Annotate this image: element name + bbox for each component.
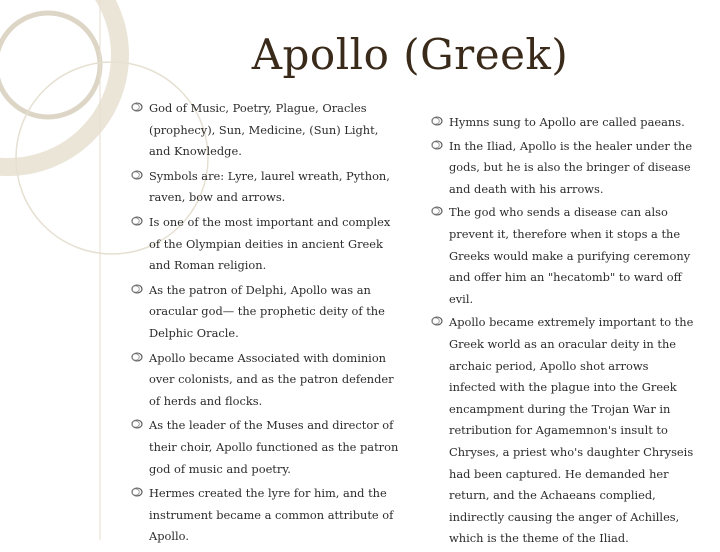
list-item-text: Apollo became Associated with dominion over colonists, and as the patron defender of herds and flocks. [149, 350, 394, 408]
list-item-text: The god who sends a disease can also prevent it, therefore when it stops a the Greeks would make a purifying ceremony and offer him an "hecatomb" to ward off evil. [449, 205, 691, 306]
page-title: Apollo (Greek) [251, 30, 569, 79]
list-item-text: Symbols are: Lyre, laurel wreath, Python, raven, bow and arrows. [149, 168, 390, 205]
ring-bullet-icon [130, 169, 143, 182]
list-item [130, 98, 400, 163]
list-item-text: Is one of the most important and complex of the Olympian deities in ancient Greek and Roman religion. [149, 214, 391, 273]
right-column [430, 112, 695, 552]
left-bullet-list [130, 98, 400, 548]
list-item [430, 136, 695, 201]
list-item-text: Hymns sung to Apollo are called paeans. [449, 115, 685, 129]
list-item [130, 483, 400, 548]
list-item-text: In the Iliad, Apollo is the healer under the gods, but he is also the bringer of disease and death with his arrows. [449, 138, 693, 196]
list-item-text: Apollo became extremely important to the Greek world as an oracular deity in the archaic period, Apollo shot arrows infected with the plague into the Greek encampment during the Trojan War in retribution for Agamemnon's insult to Chryses, a priest who's daughter Chryseis had been captured. He demanded her return, and the Achaeans complied, indirectly causing the anger of Achilles, which is the theme of the Iliad. [449, 315, 694, 546]
list-item-text: As the patron of Delphi, Apollo was an oracular god— the prophetic deity of the Delphic Oracle. [149, 282, 385, 340]
right-bullet-list [430, 112, 695, 550]
left-column [130, 98, 400, 551]
ring-bullet-icon [130, 486, 143, 499]
list-item [130, 280, 400, 345]
ring-bullet-icon [130, 101, 143, 114]
ring-bullet-icon [430, 205, 443, 218]
list-item-text: As the leader of the Muses and director of their choir, Apollo functioned as the patron god of music and poetry. [149, 418, 399, 476]
ring-bullet-icon [130, 351, 143, 364]
ring-bullet-icon [130, 418, 143, 431]
list-item [430, 112, 695, 134]
list-item-text: Hermes created the lyre for him, and the instrument became a common attribute of Apollo. [149, 486, 394, 544]
list-item [430, 202, 695, 310]
list-item [130, 166, 400, 209]
list-item [130, 348, 400, 413]
ring-bullet-icon [130, 283, 143, 296]
ring-bullet-icon [430, 139, 443, 152]
ring-bullet-icon [430, 115, 443, 128]
list-item [130, 212, 400, 277]
ring-bullet-icon [130, 215, 143, 228]
list-item-text: God of Music, Poetry, Plague, Oracles (prophecy), Sun, Medicine, (Sun) Light, and Knowledge. [149, 101, 379, 159]
list-item [430, 312, 695, 550]
list-item [130, 415, 400, 480]
ring-bullet-icon [430, 315, 443, 328]
